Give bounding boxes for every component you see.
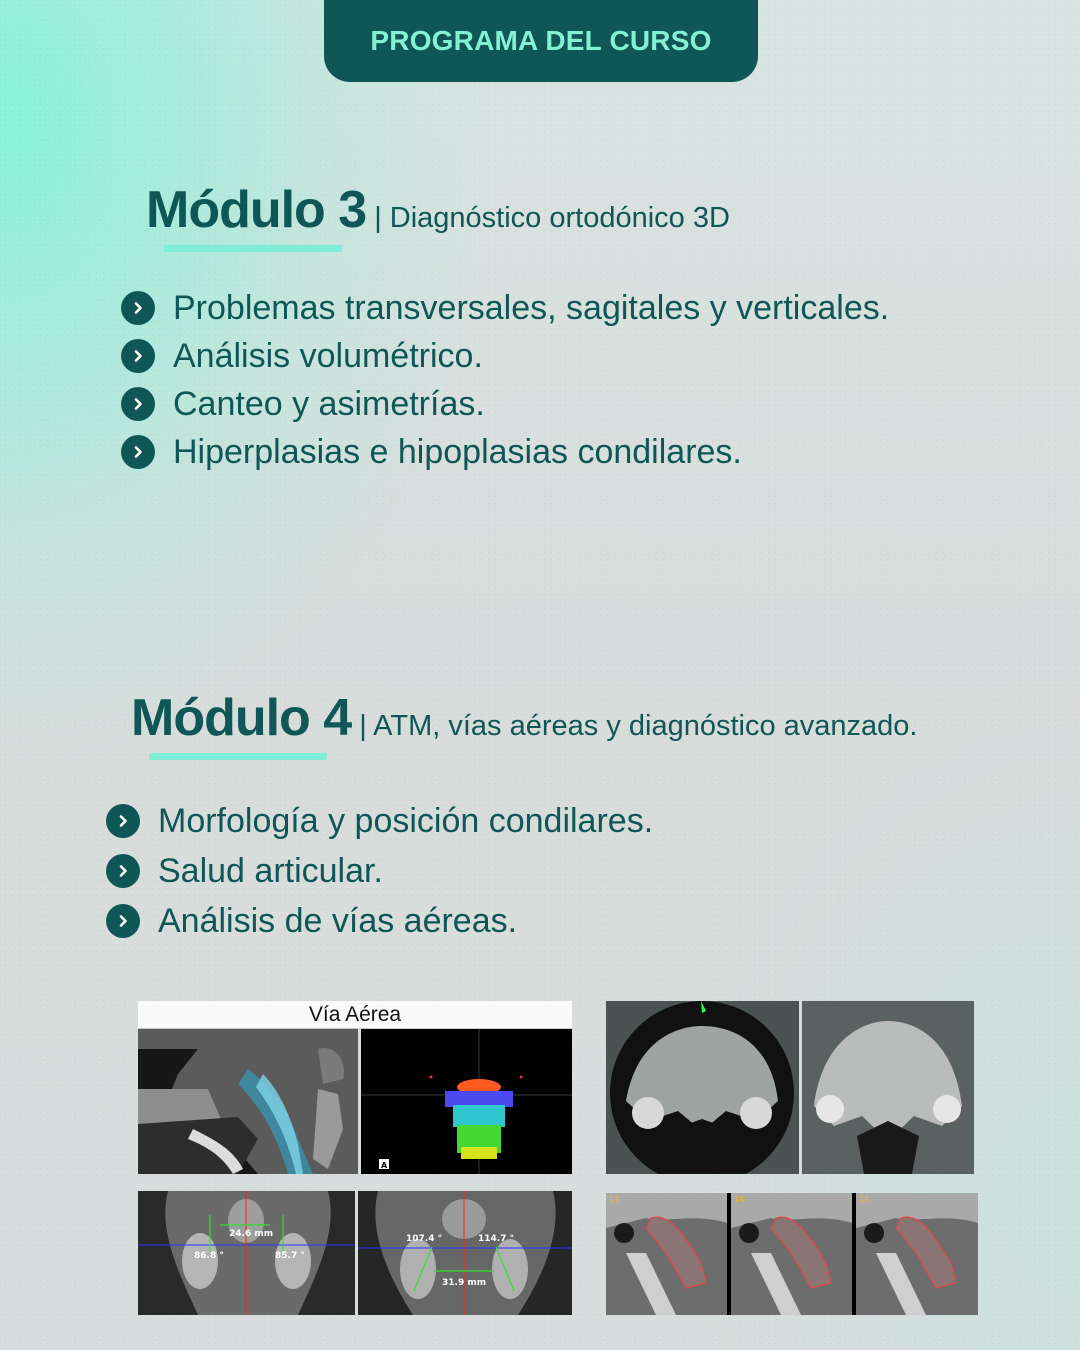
- chevron-right-icon: [106, 854, 140, 888]
- measurement-label: 24.6 mm: [229, 1229, 274, 1239]
- list-item-text: Salud articular.: [158, 851, 383, 890]
- condyle-slices-image: [606, 1193, 978, 1315]
- header-title: PROGRAMA DEL CURSO: [370, 25, 712, 56]
- list-item-text: Análisis de vías aéreas.: [158, 901, 518, 940]
- list-item-text: Problemas transversales, sagitales y verticales.: [173, 288, 890, 327]
- chevron-right-icon: [106, 804, 140, 838]
- list-item: [106, 896, 653, 946]
- sagittal-ct-image: [138, 1029, 358, 1174]
- coronal-scan-right-image: [358, 1191, 572, 1315]
- airway-label: Vía Aérea: [138, 1001, 572, 1029]
- list-item-text: Canteo y asimetrías.: [173, 384, 485, 423]
- slice-number: 15: [859, 1195, 870, 1204]
- module-3-title: Módulo 3: [146, 180, 366, 240]
- chevron-right-icon: [121, 387, 155, 421]
- list-item-text: Morfología y posición condilares.: [158, 801, 654, 840]
- module-3-underline: [164, 245, 342, 252]
- airway-volume-image: [361, 1029, 572, 1174]
- measurement-label: 114.7 °: [478, 1234, 515, 1244]
- list-item-text: Hiperplasias e hipoplasias condilares.: [173, 432, 742, 471]
- measurement-label: 107.4 °: [406, 1234, 443, 1244]
- svg-text:A: A: [381, 1161, 388, 1170]
- measurement-label: 31.9 mm: [442, 1278, 487, 1288]
- module-3-list: [121, 284, 889, 476]
- axial-scan-right-image: [802, 1001, 974, 1174]
- module-4-underline: [149, 753, 327, 760]
- list-item: [121, 428, 889, 476]
- module-4-title: Módulo 4: [131, 688, 351, 748]
- list-item: [121, 332, 889, 380]
- slice-number: 14: [734, 1195, 745, 1204]
- list-item: [121, 284, 889, 332]
- measurement-label: 86.8 °: [194, 1251, 224, 1261]
- measurement-label: 85.7 °: [275, 1251, 305, 1261]
- list-item: [106, 796, 653, 846]
- chevron-right-icon: [121, 291, 155, 325]
- chevron-right-icon: [106, 904, 140, 938]
- chevron-right-icon: [121, 339, 155, 373]
- header-tab: [324, 0, 758, 82]
- module-4-list: [106, 796, 653, 946]
- module-3-subtitle: | Diagnóstico ortodónico 3D: [374, 202, 730, 234]
- slice-number: 13: [609, 1195, 620, 1204]
- list-item-text: Análisis volumétrico.: [173, 336, 483, 375]
- list-item: [121, 380, 889, 428]
- module-4-heading: [131, 688, 917, 748]
- list-item: [106, 846, 653, 896]
- chevron-right-icon: [121, 435, 155, 469]
- module-3-heading: [146, 180, 730, 240]
- axial-scan-left-image: [606, 1001, 799, 1174]
- coronal-scan-left-image: [138, 1191, 355, 1315]
- module-4-subtitle: | ATM, vías aéreas y diagnóstico avanzado.: [359, 710, 918, 742]
